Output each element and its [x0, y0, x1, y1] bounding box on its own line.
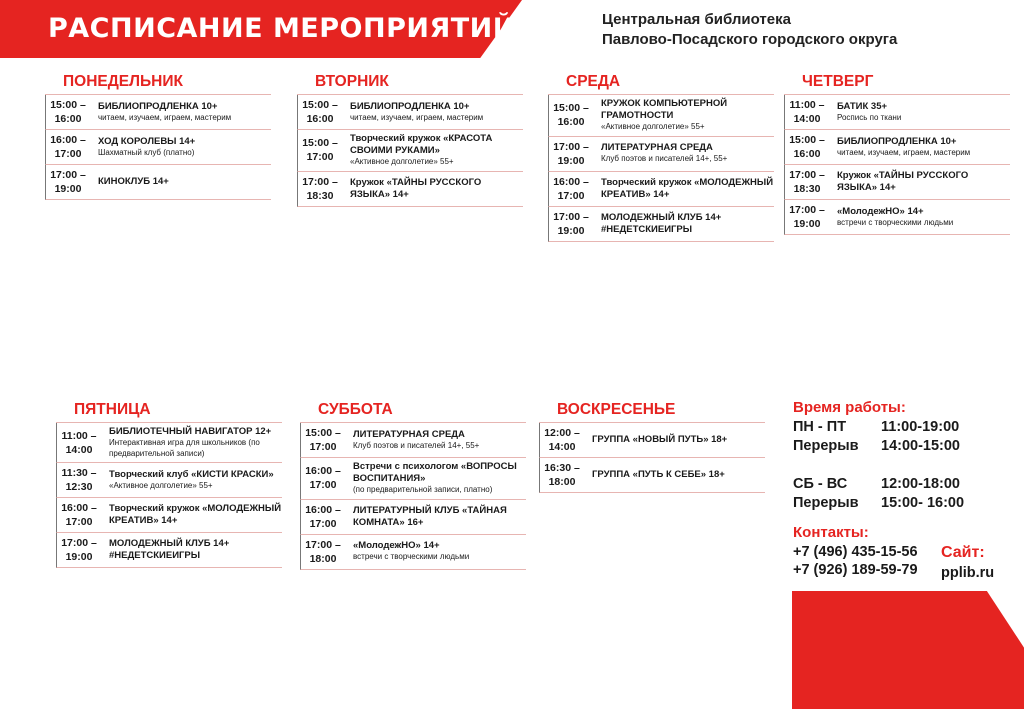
- event-description: [829, 170, 1010, 194]
- event-end: 19:00: [65, 551, 93, 563]
- event-list: [548, 94, 774, 242]
- event-start: 15:00 –: [302, 137, 338, 150]
- event-name: ХОД КОРОЛЕВЫ 14+: [98, 135, 196, 147]
- event-time: [57, 429, 101, 457]
- event-start: 16:00 –: [50, 134, 86, 146]
- page-title: РАСПИСАНИЕ МЕРОПРИЯТИЙ: [48, 13, 516, 44]
- event-description: [584, 434, 765, 446]
- event-end: 17:00: [306, 151, 334, 164]
- weekday-time: 11:00-19:00: [881, 419, 960, 435]
- event-name: Творческий клуб «КИСТИ КРАСКИ»: [109, 468, 274, 480]
- event-row: [548, 95, 774, 137]
- event-description: [101, 469, 282, 492]
- event-description: [345, 505, 526, 529]
- event-end: 19:00: [557, 224, 585, 237]
- day-title: СРЕДА: [566, 73, 621, 90]
- event-list: [297, 94, 523, 207]
- event-note: встречи с творческими людьми: [353, 552, 470, 562]
- event-row: [297, 172, 523, 207]
- corner-decoration: [792, 591, 1024, 709]
- event-name: БИБЛИОПРОДЛЕНКА 10+: [350, 100, 470, 112]
- event-note: Клуб поэтов и писателей 14+, 55+: [353, 440, 480, 450]
- event-description: [829, 206, 1010, 229]
- event-name: «МолодежНО» 14+: [353, 540, 440, 552]
- event-start: 16:00 –: [553, 175, 589, 188]
- site-label: Сайт:: [941, 544, 985, 561]
- event-name: КИНОКЛУБ 14+: [98, 176, 169, 187]
- event-name: МОЛОДЕЖНЫЙ КЛУБ 14+ #НЕДЕТСКИЕИГРЫ: [601, 211, 722, 235]
- event-name: ЛИТЕРАТУРНЫЙ КЛУБ «ТАЙНАЯ КОМНАТА» 16+: [353, 504, 507, 528]
- event-description: [342, 101, 523, 124]
- event-start: 11:00 –: [789, 99, 825, 111]
- weekend-time: 12:00-18:00: [881, 476, 960, 492]
- event-time: [298, 98, 342, 126]
- event-time: [540, 461, 584, 489]
- event-description: [342, 177, 523, 201]
- event-name: БИБЛИОТЕЧНЫЙ НАВИГАТОР 12+: [109, 426, 272, 437]
- event-note: читаем, изучаем, играем, мастерим: [837, 147, 971, 157]
- event-end: 18:30: [793, 183, 821, 195]
- event-row: [548, 172, 774, 207]
- event-name: БИБЛИОПРОДЛЕНКА 10+: [98, 100, 218, 112]
- event-description: [593, 212, 774, 236]
- event-end: 17:00: [65, 516, 93, 528]
- event-description: [345, 540, 526, 563]
- event-time: [301, 426, 345, 454]
- event-time: [298, 175, 342, 203]
- event-time: [549, 140, 593, 168]
- event-name: КРУЖОК КОМПЬЮТЕРНОЙ ГРАМОТНОСТИ: [601, 98, 728, 121]
- event-start: 17:00 –: [789, 204, 825, 216]
- event-description: [593, 177, 774, 201]
- event-note: (по предварительной записи, платно): [353, 485, 493, 494]
- event-time: [46, 98, 90, 126]
- event-start: 16:00 –: [305, 503, 341, 516]
- event-description: [90, 101, 271, 124]
- event-end: 17:00: [309, 517, 337, 530]
- event-name: ЛИТЕРАТУРНАЯ СРЕДА: [353, 428, 465, 440]
- event-name: «МолодежНО» 14+: [837, 205, 924, 217]
- event-name: БАТИК 35+: [837, 100, 888, 112]
- event-time: [785, 203, 829, 231]
- event-end: 18:00: [309, 552, 337, 565]
- event-list: [539, 422, 765, 493]
- event-start: 17:00 –: [789, 169, 825, 181]
- event-row: [784, 165, 1010, 200]
- event-start: 15:00 –: [789, 134, 825, 146]
- event-start: 17:00 –: [61, 537, 97, 549]
- event-time: [46, 133, 90, 161]
- event-start: 15:00 –: [302, 99, 338, 111]
- event-description: [829, 136, 1010, 159]
- event-time: [301, 464, 345, 492]
- event-start: 16:00 –: [305, 465, 341, 478]
- event-note: Роспись по ткани: [837, 112, 902, 122]
- event-description: [345, 429, 526, 452]
- day-tuesday: [297, 70, 523, 207]
- event-end: 17:00: [309, 479, 337, 492]
- event-row: [784, 130, 1010, 165]
- event-list: [300, 422, 526, 570]
- day-title: СУББОТА: [318, 401, 393, 418]
- event-time: [785, 168, 829, 196]
- day-title: ВОСКРЕСЕНЬЕ: [557, 401, 676, 418]
- day-monday: [45, 70, 271, 200]
- event-row: [297, 95, 523, 130]
- event-row: [539, 458, 765, 493]
- event-start: 17:00 –: [553, 210, 589, 223]
- event-name: ГРУППА «НОВЫЙ ПУТЬ» 18+: [592, 434, 728, 445]
- phone-2[interactable]: +7 (926) 189-59-79: [793, 562, 918, 578]
- event-row: [297, 130, 523, 172]
- event-start: 16:30 –: [544, 462, 580, 474]
- working-hours-title: Время работы:: [793, 399, 906, 416]
- day-title: ВТОРНИК: [315, 73, 389, 90]
- event-start: 17:00 –: [50, 169, 86, 181]
- day-saturday: [300, 398, 526, 570]
- event-time: [785, 133, 829, 161]
- event-time: [301, 503, 345, 531]
- event-end: 12:30: [65, 481, 93, 493]
- event-end: 18:30: [306, 189, 334, 202]
- working-hours: [793, 398, 1013, 513]
- event-description: [101, 426, 282, 459]
- event-name: Кружок «ТАЙНЫ РУССКОГО ЯЗЫКА» 14+: [837, 170, 969, 193]
- contacts-title: Контакты:: [793, 524, 869, 541]
- event-list: [784, 94, 1010, 235]
- library-name-line2: Павлово-Посадского городского округа: [602, 31, 898, 48]
- day-title: ПОНЕДЕЛЬНИК: [63, 73, 183, 90]
- site-link[interactable]: pplib.ru: [941, 565, 995, 581]
- event-name: Творческий кружок «КРАСОТА СВОИМИ РУКАМИ»: [350, 133, 493, 156]
- event-note: Клуб поэтов и писателей 14+, 55+: [601, 154, 728, 164]
- event-row: [56, 423, 282, 463]
- event-time: [57, 466, 101, 494]
- event-note: «Активное долголетие» 55+: [350, 157, 454, 166]
- event-start: 15:00 –: [305, 427, 341, 439]
- day-title: ПЯТНИЦА: [74, 401, 151, 418]
- weekday-break-time: 14:00-15:00: [881, 438, 960, 454]
- event-end: 16:00: [306, 113, 334, 125]
- weekend-break: [793, 494, 1013, 513]
- event-description: [90, 176, 271, 188]
- event-end: 18:00: [548, 476, 576, 488]
- event-time: [298, 136, 342, 164]
- event-end: 16:00: [54, 113, 82, 125]
- day-title: ЧЕТВЕРГ: [802, 73, 874, 90]
- event-row: [548, 207, 774, 242]
- event-time: [57, 501, 101, 529]
- event-time: [549, 210, 593, 238]
- event-row: [300, 423, 526, 458]
- library-name-line1: Центральная библиотека: [602, 11, 791, 28]
- event-start: 15:00 –: [553, 102, 589, 115]
- event-start: 16:00 –: [61, 502, 97, 514]
- event-description: [101, 503, 282, 527]
- event-description: [593, 142, 774, 165]
- event-start: 17:00 –: [553, 140, 589, 153]
- event-end: 19:00: [793, 218, 821, 230]
- weekend-break-label: Перерыв: [793, 495, 859, 511]
- day-friday: [56, 398, 282, 568]
- event-note: Шахматный клуб (платно): [98, 147, 195, 157]
- event-note: «Активное долголетие» 55+: [109, 480, 213, 490]
- event-description: [593, 98, 774, 133]
- day-thursday: [784, 70, 1010, 235]
- event-name: БИБЛИОПРОДЛЕНКА 10+: [837, 135, 957, 147]
- event-name: Кружок «ТАЙНЫ РУССКОГО ЯЗЫКА» 14+: [350, 176, 482, 200]
- event-end: 16:00: [557, 116, 585, 129]
- event-start: 12:00 –: [544, 427, 580, 439]
- event-end: 16:00: [793, 148, 821, 160]
- event-row: [539, 423, 765, 458]
- event-end: 14:00: [548, 441, 576, 453]
- event-time: [46, 168, 90, 196]
- event-time: [301, 538, 345, 566]
- event-description: [101, 538, 282, 562]
- event-time: [549, 101, 593, 129]
- event-end: 14:00: [793, 113, 821, 125]
- weekday-hours: [793, 418, 1013, 437]
- event-name: Творческий кружок «МОЛОДЕЖНЫЙ КРЕАТИВ» 14+: [601, 176, 774, 200]
- event-row: [300, 535, 526, 570]
- event-end: 19:00: [557, 154, 585, 167]
- event-description: [829, 101, 1010, 124]
- event-end: 19:00: [54, 183, 82, 195]
- event-row: [56, 463, 282, 498]
- event-name: Встречи с психологом «ВОПРОСЫ ВОСПИТАНИЯ»: [353, 461, 517, 484]
- event-end: 14:00: [65, 443, 93, 456]
- library-name: [602, 10, 897, 50]
- event-name: ЛИТЕРАТУРНАЯ СРЕДА: [601, 142, 713, 154]
- event-end: 17:00: [557, 189, 585, 202]
- weekday-break-label: Перерыв: [793, 438, 859, 454]
- event-start: 11:00 –: [61, 429, 97, 442]
- event-end: 17:00: [54, 148, 82, 160]
- event-row: [784, 95, 1010, 130]
- weekday-label: ПН - ПТ: [793, 419, 847, 435]
- event-row: [56, 498, 282, 533]
- event-time: [540, 426, 584, 454]
- event-description: [345, 461, 526, 496]
- event-row: [300, 500, 526, 535]
- event-list: [56, 422, 282, 568]
- event-time: [549, 175, 593, 203]
- event-time: [785, 98, 829, 126]
- weekend-hours: [793, 475, 1013, 494]
- event-row: [300, 458, 526, 500]
- event-row: [45, 165, 271, 200]
- event-name: ГРУППА «ПУТЬ К СЕБЕ» 18+: [592, 469, 725, 480]
- weekend-break-time: 15:00- 16:00: [881, 495, 965, 511]
- event-row: [45, 130, 271, 165]
- event-name: Творческий кружок «МОЛОДЕЖНЫЙ КРЕАТИВ» 14+: [109, 503, 282, 526]
- event-start: 15:00 –: [50, 99, 86, 111]
- event-start: 11:30 –: [61, 467, 97, 479]
- phone-1[interactable]: +7 (496) 435-15-56: [793, 544, 918, 560]
- event-note: читаем, изучаем, играем, мастерим: [98, 112, 232, 122]
- event-start: 17:00 –: [305, 538, 341, 551]
- event-row: [56, 533, 282, 568]
- day-sunday: [539, 398, 765, 493]
- event-note: встречи с творческими людьми: [837, 217, 954, 227]
- event-description: [90, 136, 271, 159]
- event-start: 17:00 –: [302, 175, 338, 188]
- event-row: [784, 200, 1010, 235]
- event-row: [45, 95, 271, 130]
- event-note: читаем, изучаем, играем, мастерим: [350, 112, 484, 122]
- event-note: Интерактивная игра для школьников (по предварительной записи): [109, 438, 260, 458]
- weekend-label: СБ - ВС: [793, 476, 848, 492]
- event-end: 17:00: [309, 441, 337, 453]
- event-list: [45, 94, 271, 200]
- event-row: [548, 137, 774, 172]
- event-time: [57, 536, 101, 564]
- event-name: МОЛОДЕЖНЫЙ КЛУБ 14+ #НЕДЕТСКИЕИГРЫ: [109, 538, 230, 561]
- event-description: [342, 133, 523, 168]
- day-wednesday: [548, 70, 774, 242]
- event-note: «Активное долголетие» 55+: [601, 122, 705, 131]
- event-description: [584, 469, 765, 481]
- weekday-break: [793, 437, 1013, 456]
